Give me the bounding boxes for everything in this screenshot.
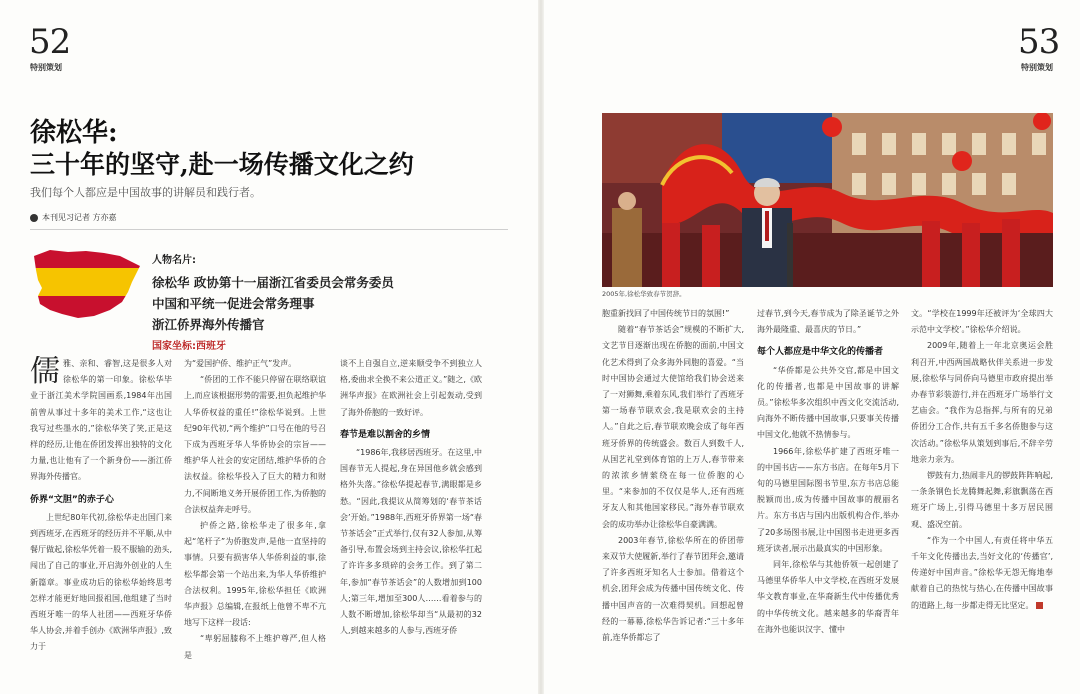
paragraph: “1986年,我移居西班牙。在这里,中国春节无人提起,身在异国他乡就会感到格外失落。”徐松华提起春节,满眼都是乡愁。“因此,我提议从简筹划的‘春节茶话会’开始。”1988年,西班牙侨界第一场“春节茶话会”正式举行,仅有32人参加,从筹备引导,布置会场到主持会议,徐松华扛起了许许多多琐碎的会务工作。到了第二年,参加“春节茶话会”的人数增加到100人;第三年,增加至300人……看着参与的人数不断增加,徐松华却当“从最初的32人,到越来越多的人参与,西班牙侨 [340,448,482,636]
flag-yellow-band [28,268,148,296]
body-column-2 [184,356,326,692]
left-section-label: 特别策划 [30,63,62,72]
paragraph: “作为一个中国人,有责任将中华五千年文化传播出去,当好文化的‘传播官’,传递好中国声音。”徐松华无怨无悔地奉献着自己的热忱与热心,在传播中国故事的道路上,每一步都走得无比坚定。 [911,535,1053,610]
photo-caption: 2005年,徐松华致春节贺辞。 [602,290,686,298]
profile-line3: 浙江侨界海外传播官 [152,317,265,332]
end-mark-icon [1036,602,1043,609]
paragraph: 1966年,徐松华扩建了西班牙唯一的中国书店——东方书店。在每年5月下旬的马德里国际图书节里,东方书店总能脱颖而出,成为传播中国故事的靓丽名片。东方书店与国内出版机构合作,举办了20多场图书展,让中国图书走进更多西班牙读者,展示出最真实的中国形象。 [757,446,899,553]
paragraph: “卑躬屈膝称不上维护尊严,但人格是 [184,634,326,660]
article-subtitle: 我们每个人都应是中国故事的讲解员和践行者。 [30,186,261,199]
profile-heading: 人物名片: [152,255,196,266]
paragraph: 2009年,随着上一年北京奥运会胜利召开,中西两国战略伙伴关系进一步发展,徐松华与同侨向马德里市政府提出举办春节彩装游行,并在西班牙广场举行文艺庙会。“我作为总指挥,与所有的兄弟侨团分工合作,共有五千多名侨胞参与这次活动。”徐松华从策划到事后,不辞辛劳地亲力亲为。 [911,341,1053,464]
paragraph: 同年,徐松华与其他侨领一起创建了马德里华侨华人中文学校,在西班牙发展华文教育事业,在华裔新生代中传播优秀的中华传统文化。越来越多的华裔青年在海外也能识汉字、懂中 [757,560,899,634]
paragraph: “侨团的工作不能只停留在联络联谊上,而应该根据形势的需要,担负起维护华人华侨权益的重任!”徐松华说到。上世纪90年代初,“两个维护”口号在他的号召下成为西班牙华人华侨协会的宗旨——维护华人社会的安定团结,维护华侨的合法权益。徐松华投入了巨大的精力和财力,不间断地义务开展侨团工作,为侨胞的合法权益奔走呼号。 [184,375,326,514]
right-page-number: 53 [1018,22,1060,62]
paragraph: 谈不上自强自立,逆来顺受争不到独立人格,委曲求全换不来公道正义。”随之,《欧洲华声报》在欧洲社会上引起轰动,受到了海外侨胞的一致好评。 [340,359,482,417]
spread-gutter [538,0,544,694]
section-heading: 春节是难以割舍的乡情 [340,429,431,440]
paragraph: 为“爱国护侨、维护正气”发声。 [184,359,297,368]
author-byline [30,212,117,223]
right-section-label: 特别策划 [1021,63,1053,72]
article-title-line1: 徐松华: [30,118,118,148]
event-photo [602,113,1053,287]
left-page-number: 52 [29,22,71,62]
flag-red-bottom [28,296,148,322]
section-heading: 侨界“文胆”的赤子心 [30,494,114,505]
spain-map-icon [28,242,148,322]
paragraph: 随着“春节茶话会”规模的不断扩大,文艺节目逐渐出现在侨胞的面前,中国文化艺术得到了众多海外同胞的喜爱。“当时中国协会通过大使馆给我们协会送来了一对狮舞,乘着东风,我们举行了西班牙第一场春节联欢会,我是联欢会的主持人。”自此之后,春节联欢晚会成了每年西班牙侨界的传统盛会。数百人到数千人,从国艺礼堂到体育馆的上万人,春节带来的浓浓乡情萦绕在每一位侨胞的心里。“来参加的不仅仅是华人,还有西班牙友人和其他国家移民。”海外春节联欢会的成功举办让徐松华自豪满满。 [602,325,744,529]
paragraph: 文。“学校在1999年还被评为‘全球四大示范中文学校’。”徐松华介绍说。 [911,309,1053,335]
author-name: 本刊见习记者 方亦嘉 [42,213,117,222]
divider [30,229,508,230]
profile-coordinate: 国家坐标:西班牙 [152,341,226,352]
section-heading: 每个人都应是中华文化的传播者 [757,347,884,358]
paragraph: 上世纪80年代初,徐松华走出国门来到西班牙,在西班牙的经历并不平顺,从中餐厅做起,徐松华凭着一股不服输的劲头,闯出了自己的事业,开启海外创业的人生新篇章。事业成功后的徐松华始终思考怎样才能更好地回报祖国,他组建了当时西班牙唯一的华人社团——西班牙华侨华人协会,并着手创办《欧洲华声报》,致力于 [30,512,172,652]
body-column-1 [30,356,172,692]
body-column-5 [757,306,899,694]
profile-card [152,251,394,352]
paragraph: 护侨之路,徐松华走了很多年,拿起“笔杆子”为侨胞发声,是他一直坚持的事情。只要有损害华人华侨利益的事,徐松华都会第一个站出来,为华人华侨维护合法权利。1995年,徐松华担任《欧洲华声报》总编辑,在报纸上他曾不卑不亢地写下这样一段话: [184,521,326,628]
profile-line2: 中国和平统一促进会常务理事 [152,296,315,311]
paragraph: 锣鼓有力,热闹非凡的锣鼓阵阵响起,一条条钢色长龙腾舞起舞,彩旗飘荡在西班牙广场上,引得马德里十多万居民围观、盛况空前。 [911,471,1053,529]
body-column-6 [911,306,1053,694]
paragraph: 雅、亲和、睿智,这是很多人对徐松华的第一印象。徐松华毕业于浙江美术学院国画系,1984年出国前曾从事过十多年的美术工作,“这也让我写过些墨水的,”徐松华笑了笑,正是这样的经历,让他在侨团发挥出独特的文化力量,也让他有了一个新身份——浙江侨界海外传播官。 [30,359,172,482]
paragraph: “华侨都是公共外交官,都是中国文化的传播者,也都是中国故事的讲解员。”徐松华多次组织中西文化交流活动,向海外不断传播中国故事,只要事关传播中国文化,他就不热情参与。 [757,365,899,440]
person-icon [30,214,38,222]
article-title-line2: 三十年的坚守,赴一场传播文化之约 [30,150,414,179]
body-column-4 [602,306,744,694]
body-column-3 [340,356,482,692]
paragraph-final [911,533,1053,614]
flag-red-top [28,242,148,268]
paragraph: 过春节,到今天,春节成为了除圣诞节之外海外最隆重、最喜庆的节日。” [757,309,899,335]
paragraph: 胞重新找回了中国传统节日的氛围!” [602,309,730,318]
profile-line1: 徐松华 政协第十一届浙江省委员会常务委员 [152,275,394,290]
paragraph: 2003年春节,徐松华所在的侨团带来双节大使履新,举行了春节团拜会,邀请了许多西班牙知名人士参加。借着这个机会,团拜会成为传播中国传统文化、传播中国声音的一次难得契机。回想起曾经的一幕幕,徐松华告诉记者:“三十多年前,连华侨都忘了 [602,535,744,643]
drop-cap: 儒 [30,356,60,389]
